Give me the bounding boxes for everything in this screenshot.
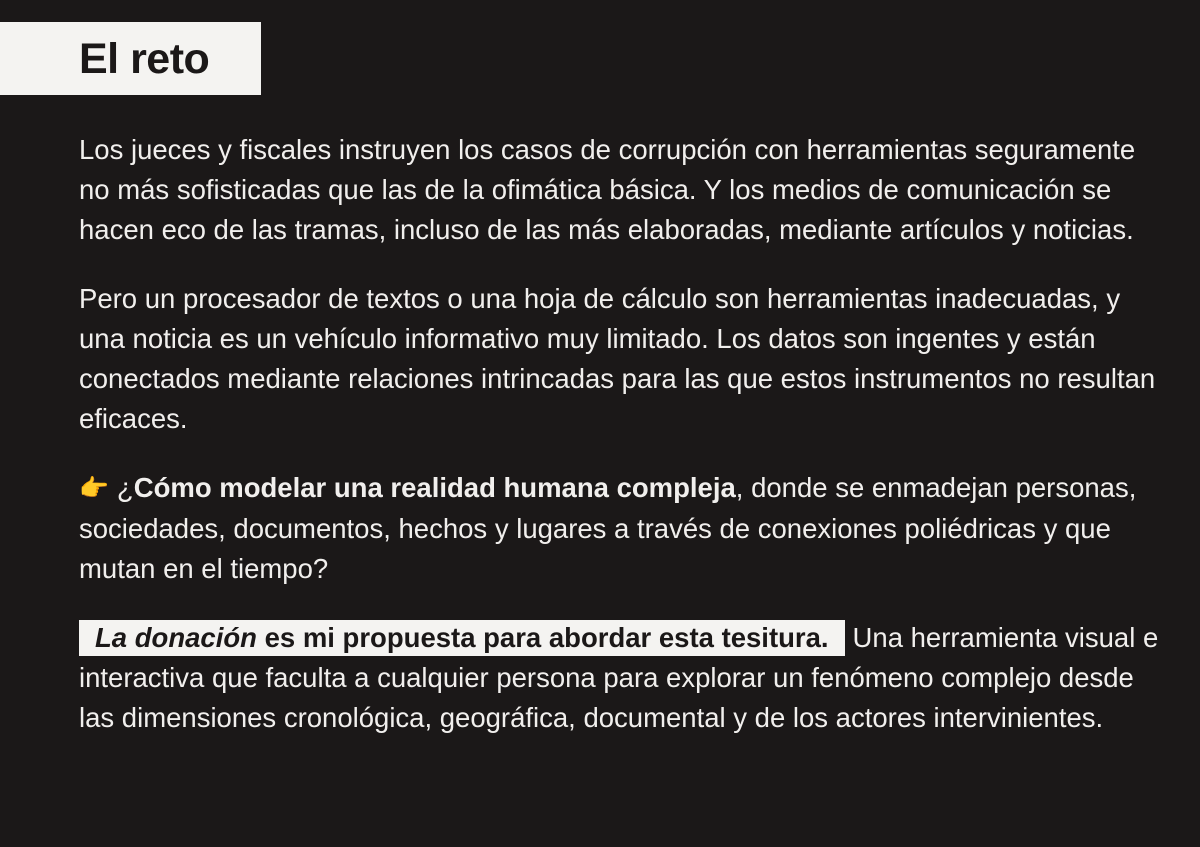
paragraph-1: Los jueces y fiscales instruyen los casos de corrupción con herramientas seguramente no más sofisticadas que las de la ofimática básica. Y los medios de comunicación se hacen eco de las tramas, incluso de las más elaboradas, mediante artículos y noticias. (79, 134, 1136, 245)
project-name: La donación (95, 622, 257, 653)
question-rest-text: , donde se enmadejan personas, sociedades, documentos, hechos y lugares a través de conexiones poliédricas y que mutan en el tiempo? (79, 472, 1137, 584)
section-title-box (0, 22, 261, 95)
pointing-hand-icon: 👉 (79, 475, 109, 502)
question-mark-open: ¿ (116, 472, 134, 503)
proposal-description: Una herramienta visual e interactiva que faculta a cualquier persona para explorar un fenómeno complejo desde las dimensiones cronológica, geográfica, documental y de los actores intervinientes. (79, 622, 1159, 733)
paragraph-2: Pero un procesador de textos o una hoja de cálculo son herramientas inadecuadas, y una noticia es un vehículo informativo muy limitado. Los datos son ingentes y están conectados mediante relaciones intrincadas para las que estos instrumentos no resultan eficaces. (79, 283, 1156, 434)
paragraph-3 (79, 468, 1159, 589)
content-body (79, 130, 1159, 738)
question-bold-text: Cómo modelar una realidad humana compleja (133, 472, 736, 503)
proposal-highlight-text: es mi propuesta para abordar esta tesitura. (256, 622, 829, 653)
section-title: El reto (79, 35, 210, 83)
proposal-highlight (79, 620, 845, 656)
paragraph-4 (79, 618, 1159, 738)
